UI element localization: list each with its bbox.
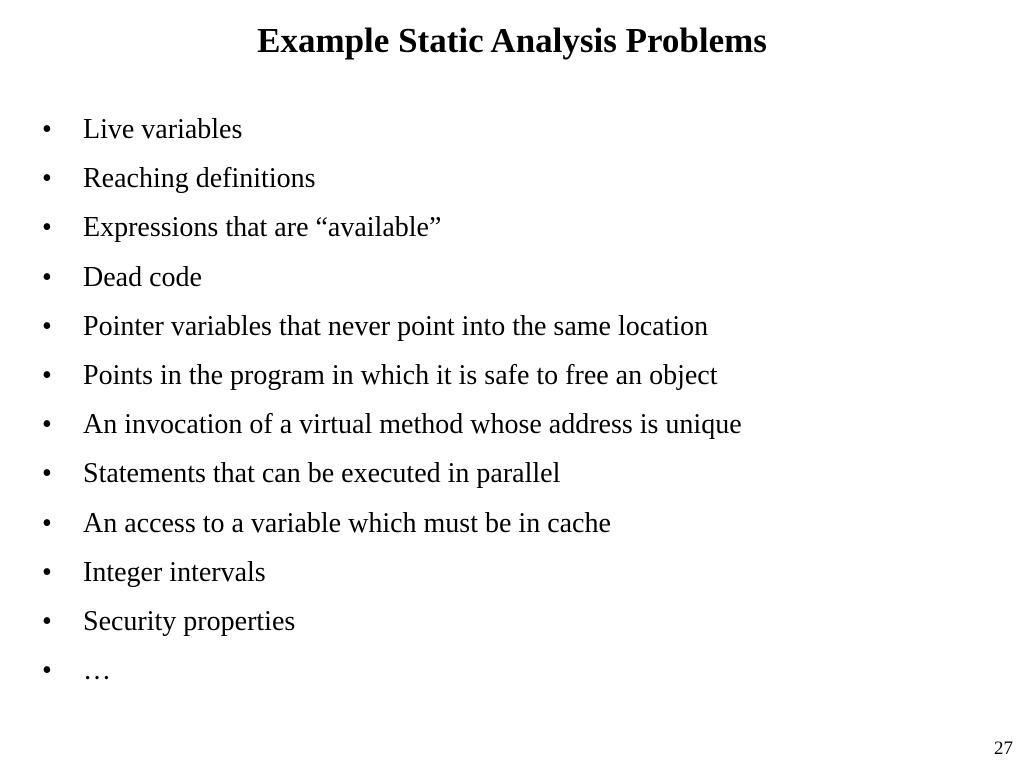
list-item-text: Security properties <box>83 605 296 637</box>
bullet-icon: • <box>42 212 52 244</box>
list-item-text: Statements that can be executed in parallel <box>83 458 561 490</box>
bullet-icon: • <box>42 409 52 441</box>
bullet-icon: • <box>42 310 52 342</box>
bullet-icon: • <box>42 163 52 195</box>
list-item-text: … <box>83 655 111 687</box>
bullet-icon: • <box>42 655 52 687</box>
bullet-icon: • <box>42 556 52 588</box>
page-number: 27 <box>994 738 1013 759</box>
bullet-icon: • <box>42 261 52 293</box>
list-item-text: An access to a variable which must be in cache <box>83 507 611 539</box>
bullet-icon: • <box>42 359 52 391</box>
list-item-text: Expressions that are “available” <box>83 212 442 244</box>
list-item-text: Pointer variables that never point into the same location <box>83 310 709 342</box>
list-item-text: An invocation of a virtual method whose address is unique <box>83 409 742 441</box>
bullet-icon: • <box>42 458 52 490</box>
bullet-icon: • <box>42 114 52 145</box>
list-item-text: Points in the program in which it is safe to free an object <box>83 359 718 391</box>
bullet-icon: • <box>42 605 52 637</box>
list-item-text: Reaching definitions <box>83 163 316 195</box>
slide-title: Example Static Analysis Problems <box>257 21 767 60</box>
list-item-text: Dead code <box>83 261 202 293</box>
bullet-icon: • <box>42 507 52 539</box>
list-item-text: Live variables <box>83 114 243 145</box>
list-item-text: Integer intervals <box>83 556 266 588</box>
